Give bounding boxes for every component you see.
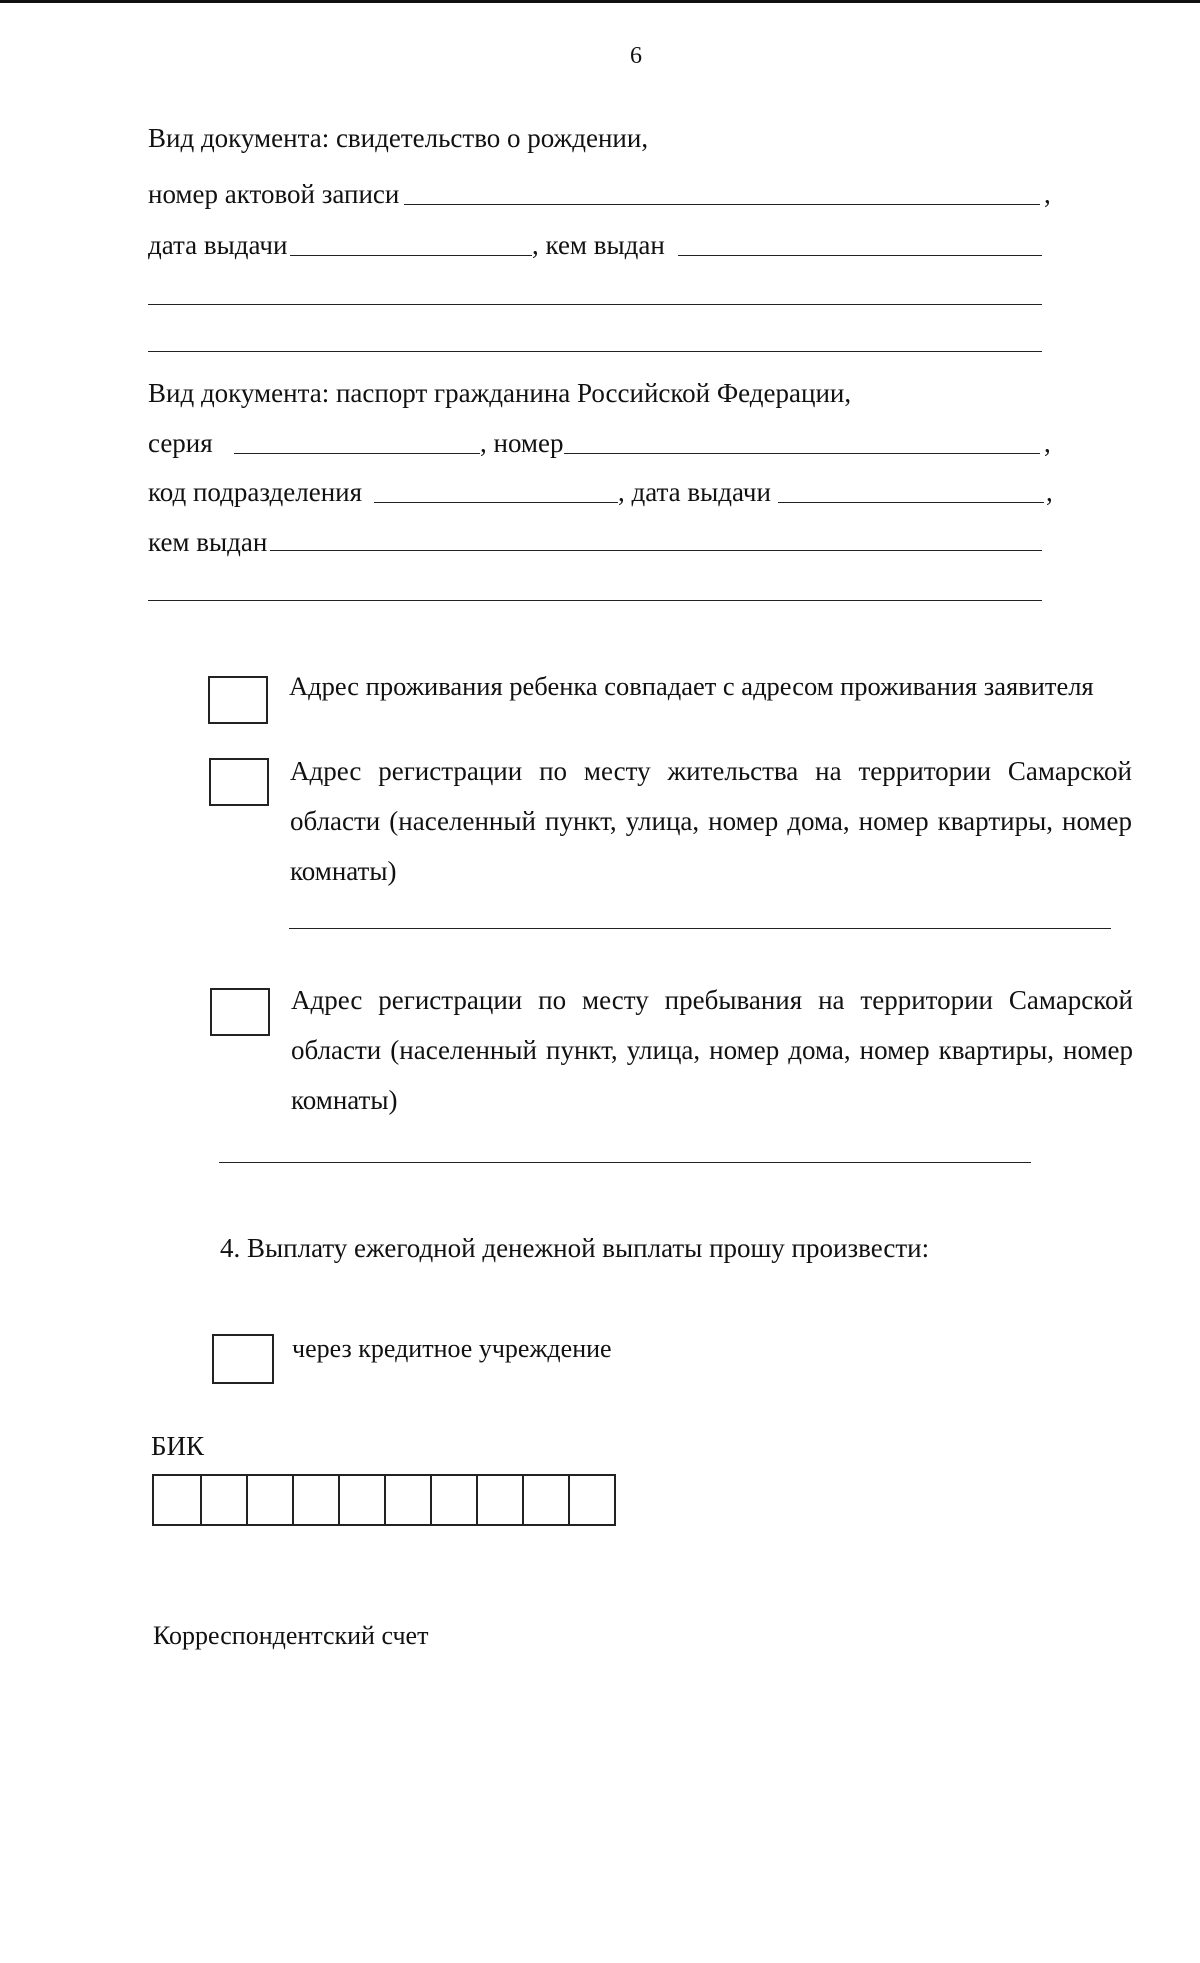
passport-series-label: серия [148,428,213,458]
credit-institution-label: через кредитное учреждение [292,1334,612,1363]
passport-number-comma: , [1044,428,1051,458]
passport-issued-by-field-line-2[interactable] [148,600,1042,601]
passport-issued-by-field[interactable] [270,550,1042,551]
record-number-label: номер актовой записи [148,179,400,209]
division-code-label: код подразделения [148,477,363,507]
passport-issue-date-field[interactable] [778,502,1044,503]
stay-registration-label: Адрес регистрации по месту пребывания на территории Самарской области (населенный пункт, улица, номер дома, номер квартиры, номер комнаты) [291,985,1133,1115]
bik-digit-cell[interactable] [200,1476,246,1524]
page-number: 6 [630,43,642,69]
residence-registration-checkbox[interactable] [209,758,269,806]
passport-number-field[interactable] [564,453,1040,454]
passport-number-label: , номер [480,428,564,458]
birth-issued-by-field[interactable] [678,255,1042,256]
same-address-label: Адрес проживания ребенка совпадает с адресом проживания заявителя [289,671,1094,701]
passport-doc-type: Вид документа: паспорт гражданина Российской Федерации, [148,378,852,408]
passport-series-field[interactable] [234,453,480,454]
page-top-border [0,0,1200,3]
bik-digit-cell[interactable] [384,1476,430,1524]
division-code-field[interactable] [374,502,618,503]
bik-digit-cell[interactable] [154,1476,200,1524]
bik-digit-cell[interactable] [476,1476,522,1524]
same-address-checkbox[interactable] [208,676,268,724]
birth-issue-date-field[interactable] [290,255,532,256]
birth-issued-by-label: , кем выдан [532,230,665,260]
bik-label: БИК [151,1431,205,1461]
birth-certificate-doc-type: Вид документа: свидетельство о рождении, [148,123,649,153]
credit-institution-checkbox[interactable] [212,1334,274,1384]
correspondent-account-label: Корреспондентский счет [153,1621,429,1650]
birth-issue-date-label: дата выдачи [148,230,288,260]
birth-issued-by-field-line-3[interactable] [148,351,1042,352]
passport-issue-date-comma: , [1046,477,1053,507]
bik-digit-cell[interactable] [246,1476,292,1524]
birth-issued-by-field-line-2[interactable] [148,304,1042,305]
record-number-comma: , [1044,179,1051,209]
bik-digit-cell[interactable] [430,1476,476,1524]
bik-digit-cell[interactable] [522,1476,568,1524]
bik-input-grid[interactable] [152,1474,616,1526]
residence-address-field[interactable] [289,928,1111,929]
bik-digit-cell[interactable] [338,1476,384,1524]
passport-issue-date-label: , дата выдачи [618,477,771,507]
record-number-field[interactable] [404,204,1040,205]
stay-registration-checkbox[interactable] [210,988,270,1036]
passport-issued-by-label: кем выдан [148,527,268,557]
residence-registration-label: Адрес регистрации по месту жительства на территории Самарской области (населенный пункт, улица, номер дома, номер квартиры, номер комнаты) [290,756,1132,886]
bik-digit-cell[interactable] [292,1476,338,1524]
stay-address-field[interactable] [219,1162,1031,1163]
payment-heading: 4. Выплату ежегодной денежной выплаты прошу произвести: [220,1233,930,1263]
bik-digit-cell[interactable] [568,1476,614,1524]
